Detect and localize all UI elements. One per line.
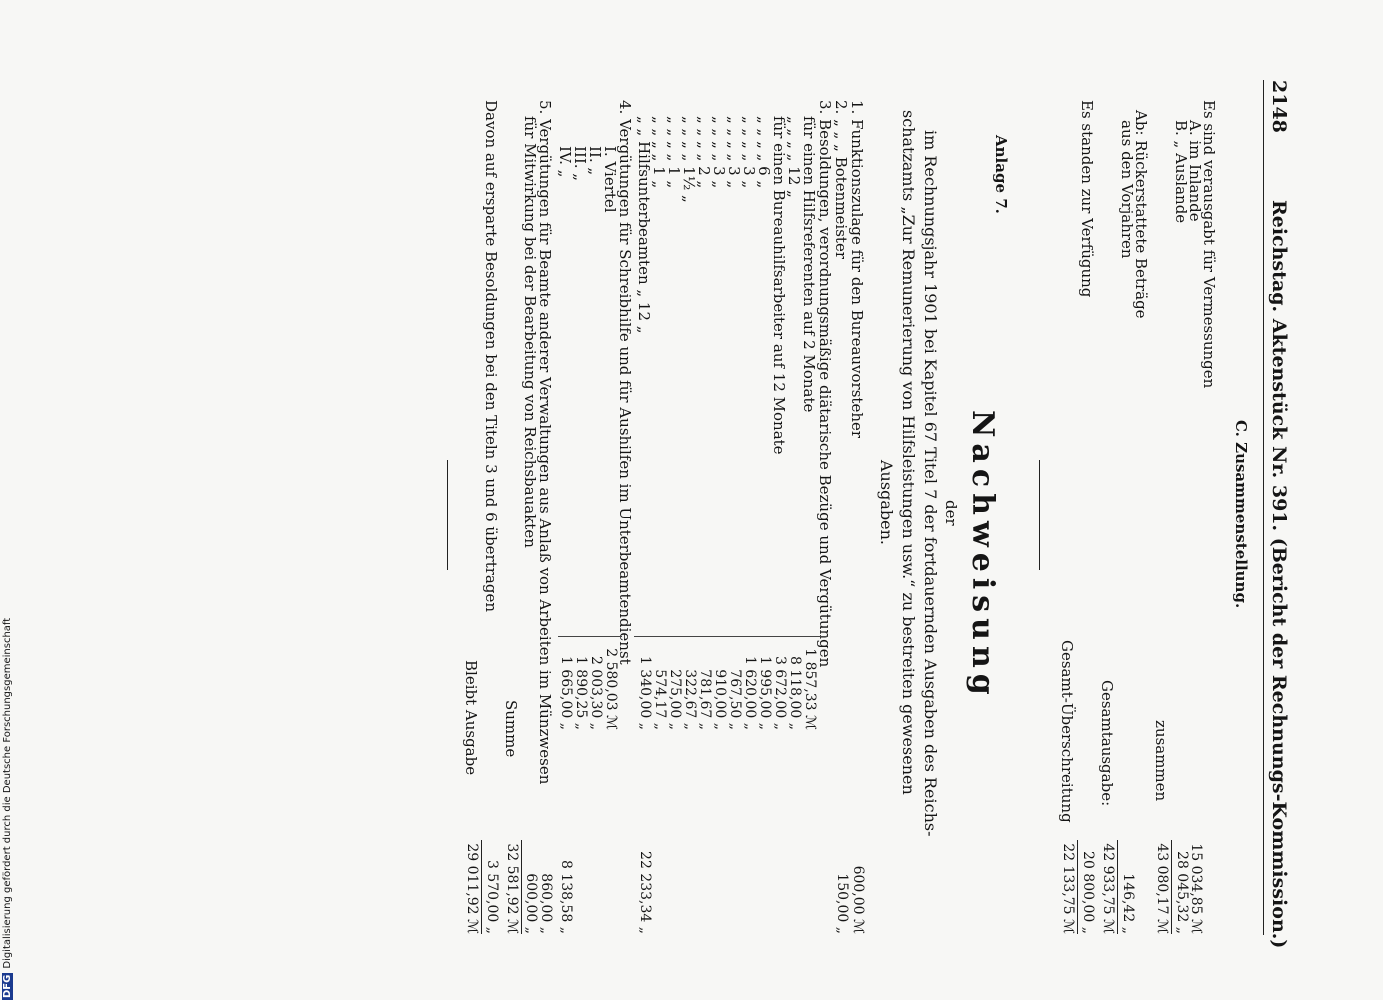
summary-a-value: 15 034,85 ℳ (1188, 843, 1204, 934)
summary-b-value: 28 045,32 „ (1174, 851, 1190, 934)
annex-rest-value: 29 011,92 ℳ (464, 843, 480, 934)
salary-amount: 574,17 „ (652, 669, 668, 730)
summary-over-label: Gesamt-Überschreitung (1058, 640, 1076, 823)
annex-transfer-value: 3 570,00 „ (484, 859, 500, 934)
quarter-bracket (558, 636, 622, 637)
salary-bracket (634, 636, 828, 637)
summary-b-label: B. „ Auslande (1172, 120, 1190, 224)
summary-a-label: A. im Inlande (1186, 120, 1204, 222)
summary-avail-value: 20 800,00 „ (1080, 851, 1096, 934)
quarter-row: I. Viertel (601, 146, 619, 213)
salary-amount: 275,00 „ (667, 669, 683, 730)
quarter-amount: 1 890,25 „ (573, 655, 589, 730)
summary-deduct-label-2: aus den Vorjahren (1118, 120, 1136, 259)
salary-amount: 1 340,00 „ (637, 655, 653, 730)
salary-amount: 1 620,00 „ (742, 655, 758, 730)
annex-der: der (942, 500, 960, 526)
summary-deduct-label-1: Ab: Rückerstattete Beträge (1132, 110, 1150, 319)
salary-row: „ „ „ „ 12 „ (785, 116, 803, 198)
header-rule (1263, 80, 1264, 935)
annex-intro-3: Ausgaben. (877, 460, 896, 545)
annex-item-5-value-2: 600,00 „ (523, 873, 539, 934)
summary-over-value: 22 133,75 ℳ (1060, 843, 1076, 934)
annex-item-3-label: 3. Besoldungen, verordnungsmäßige diätarische Bezüge und Vergütungen (816, 100, 834, 668)
summary-over-rule (1077, 840, 1078, 934)
end-divider (447, 460, 448, 570)
salary-row: für einen Hilfsreferenten auf 2 Monate (800, 116, 818, 413)
rotated-content (90, 80, 1290, 950)
summary-sum-value: 43 080,17 ℳ (1154, 843, 1170, 934)
summary-sum-rule (1171, 840, 1172, 934)
summary-total-label: Gesamtausgabe: (1098, 680, 1116, 807)
annex-sum-value: 32 581,92 ℳ (504, 843, 520, 934)
quarter-row: III. „ (571, 146, 589, 182)
quarter-amount: 1 665,00 „ (558, 655, 574, 730)
annex-item-1-label: 1. Funktionszulage für den Bureauvorsteher (848, 100, 866, 439)
annex-intro-2: schatzamts „Zur Remunerierung von Hilfsleistungen usw.“ zu bestreiten gewesenen (899, 110, 918, 795)
salary-amount: 3 672,00 „ (772, 655, 788, 730)
credit-text: Digitalisierung gefördert durch die Deutsche Forschungsgemeinschaft (2, 617, 13, 969)
salary-row: für einen Bureauhilfsarbeiter auf 12 Monate (770, 116, 788, 455)
summary-sum-label: zusammen (1152, 720, 1170, 802)
salary-row: „ „ „ „ 3 „ (710, 116, 728, 189)
annex-title: Nachweisung (965, 410, 1000, 701)
annex-intro-1: im Rechnungsjahr 1901 bei Kapitel 67 Titel 7 der fortdauernden Ausgaben des Reichs- (921, 130, 940, 837)
quarters-total: 8 138,58 „ (558, 859, 574, 934)
page-number: 2148 (1268, 80, 1290, 133)
annex-item-5-label-2: für Mitwirkung bei der Bearbeitung von Reichsbauakten (521, 116, 539, 548)
salary-row: „ „ „ „ 2 „ (695, 116, 713, 189)
annex-sum-label: Summe (502, 700, 520, 758)
annex-item-5-value-1: 860,00 „ (538, 873, 554, 934)
salary-row: „ „ „ „ 1 „ (665, 116, 683, 189)
salary-amount: 8 118,00 „ (787, 655, 803, 730)
summary-total-rule (1117, 840, 1118, 934)
summary-avail-label: Es standen zur Verfügung (1078, 100, 1096, 298)
annex-rest-label: Bleibt Ausgabe (462, 660, 480, 776)
annex-rest-rule (481, 840, 482, 934)
annex-item-2-label: 2. „ „ „ Botenmeister (832, 100, 850, 259)
salary-row: „ „ „ „ 3 „ (740, 116, 758, 189)
salary-row: „ „ „ „ 1 „ (650, 116, 668, 189)
annex-sum-rule (521, 840, 522, 934)
summary-deduct-value: 146,42 „ (1120, 873, 1136, 934)
annex-label: Anlage 7. (992, 135, 1010, 214)
salary-row: „ „ „ „ 1½ „ (680, 116, 698, 203)
salary-row: „ „ „ „ 3 „ (725, 116, 743, 189)
annex-transfer-label: Davon auf ersparte Besoldungen bei den Titeln 3 und 6 übertragen (482, 100, 500, 613)
quarter-row: IV. „ (556, 146, 574, 178)
annex-item-1-value: 600,00 ℳ (850, 865, 866, 934)
dfg-logo: DFG (2, 974, 13, 998)
salary-amount: 767,50 „ (727, 669, 743, 730)
salary-amount: 1 857,33 ℳ (802, 648, 818, 730)
salary-amount: 1 995,00 „ (757, 655, 773, 730)
salary-row: „ „ „ „ 6 „ (755, 116, 773, 189)
page-header-title: Reichstag. Aktenstück Nr. 391. (Bericht der Rechnungs-Kommission.) (1268, 200, 1290, 949)
salary-row: „ „ Hilfsunterbeamten „ 12 „ (635, 116, 653, 334)
summary-heading: C. Zusammenstellung. (1232, 420, 1250, 609)
salary-amount: 781,67 „ (697, 669, 713, 730)
salary-amount: 910,00 „ (712, 669, 728, 730)
salaries-total: 22 233,34 „ (637, 851, 653, 934)
digitization-credit (2, 618, 13, 1000)
annex-item-5-label-1: 5. Vergütungen für Beamte anderer Verwaltungen aus Anlaß von Arbeiten im Münzwesen (536, 100, 554, 785)
annex-item-4-label: 4. Vergütungen für Schreibhilfe und für Aushilfen im Unterbeamtendienst (616, 100, 634, 665)
quarter-row: II. „ (586, 146, 604, 176)
quarter-amount: 2 580,03 ℳ (603, 648, 619, 730)
summary-intro: Es sind verausgabt für Vermessungen (1200, 100, 1218, 389)
quarter-amount: 2 003,30 „ (588, 655, 604, 730)
salary-amount: 322,67 „ (682, 669, 698, 730)
annex-item-2-value: 150,00 „ (834, 873, 850, 934)
section-divider (1039, 460, 1040, 570)
summary-total-value: 42 933,75 ℳ (1100, 843, 1116, 934)
